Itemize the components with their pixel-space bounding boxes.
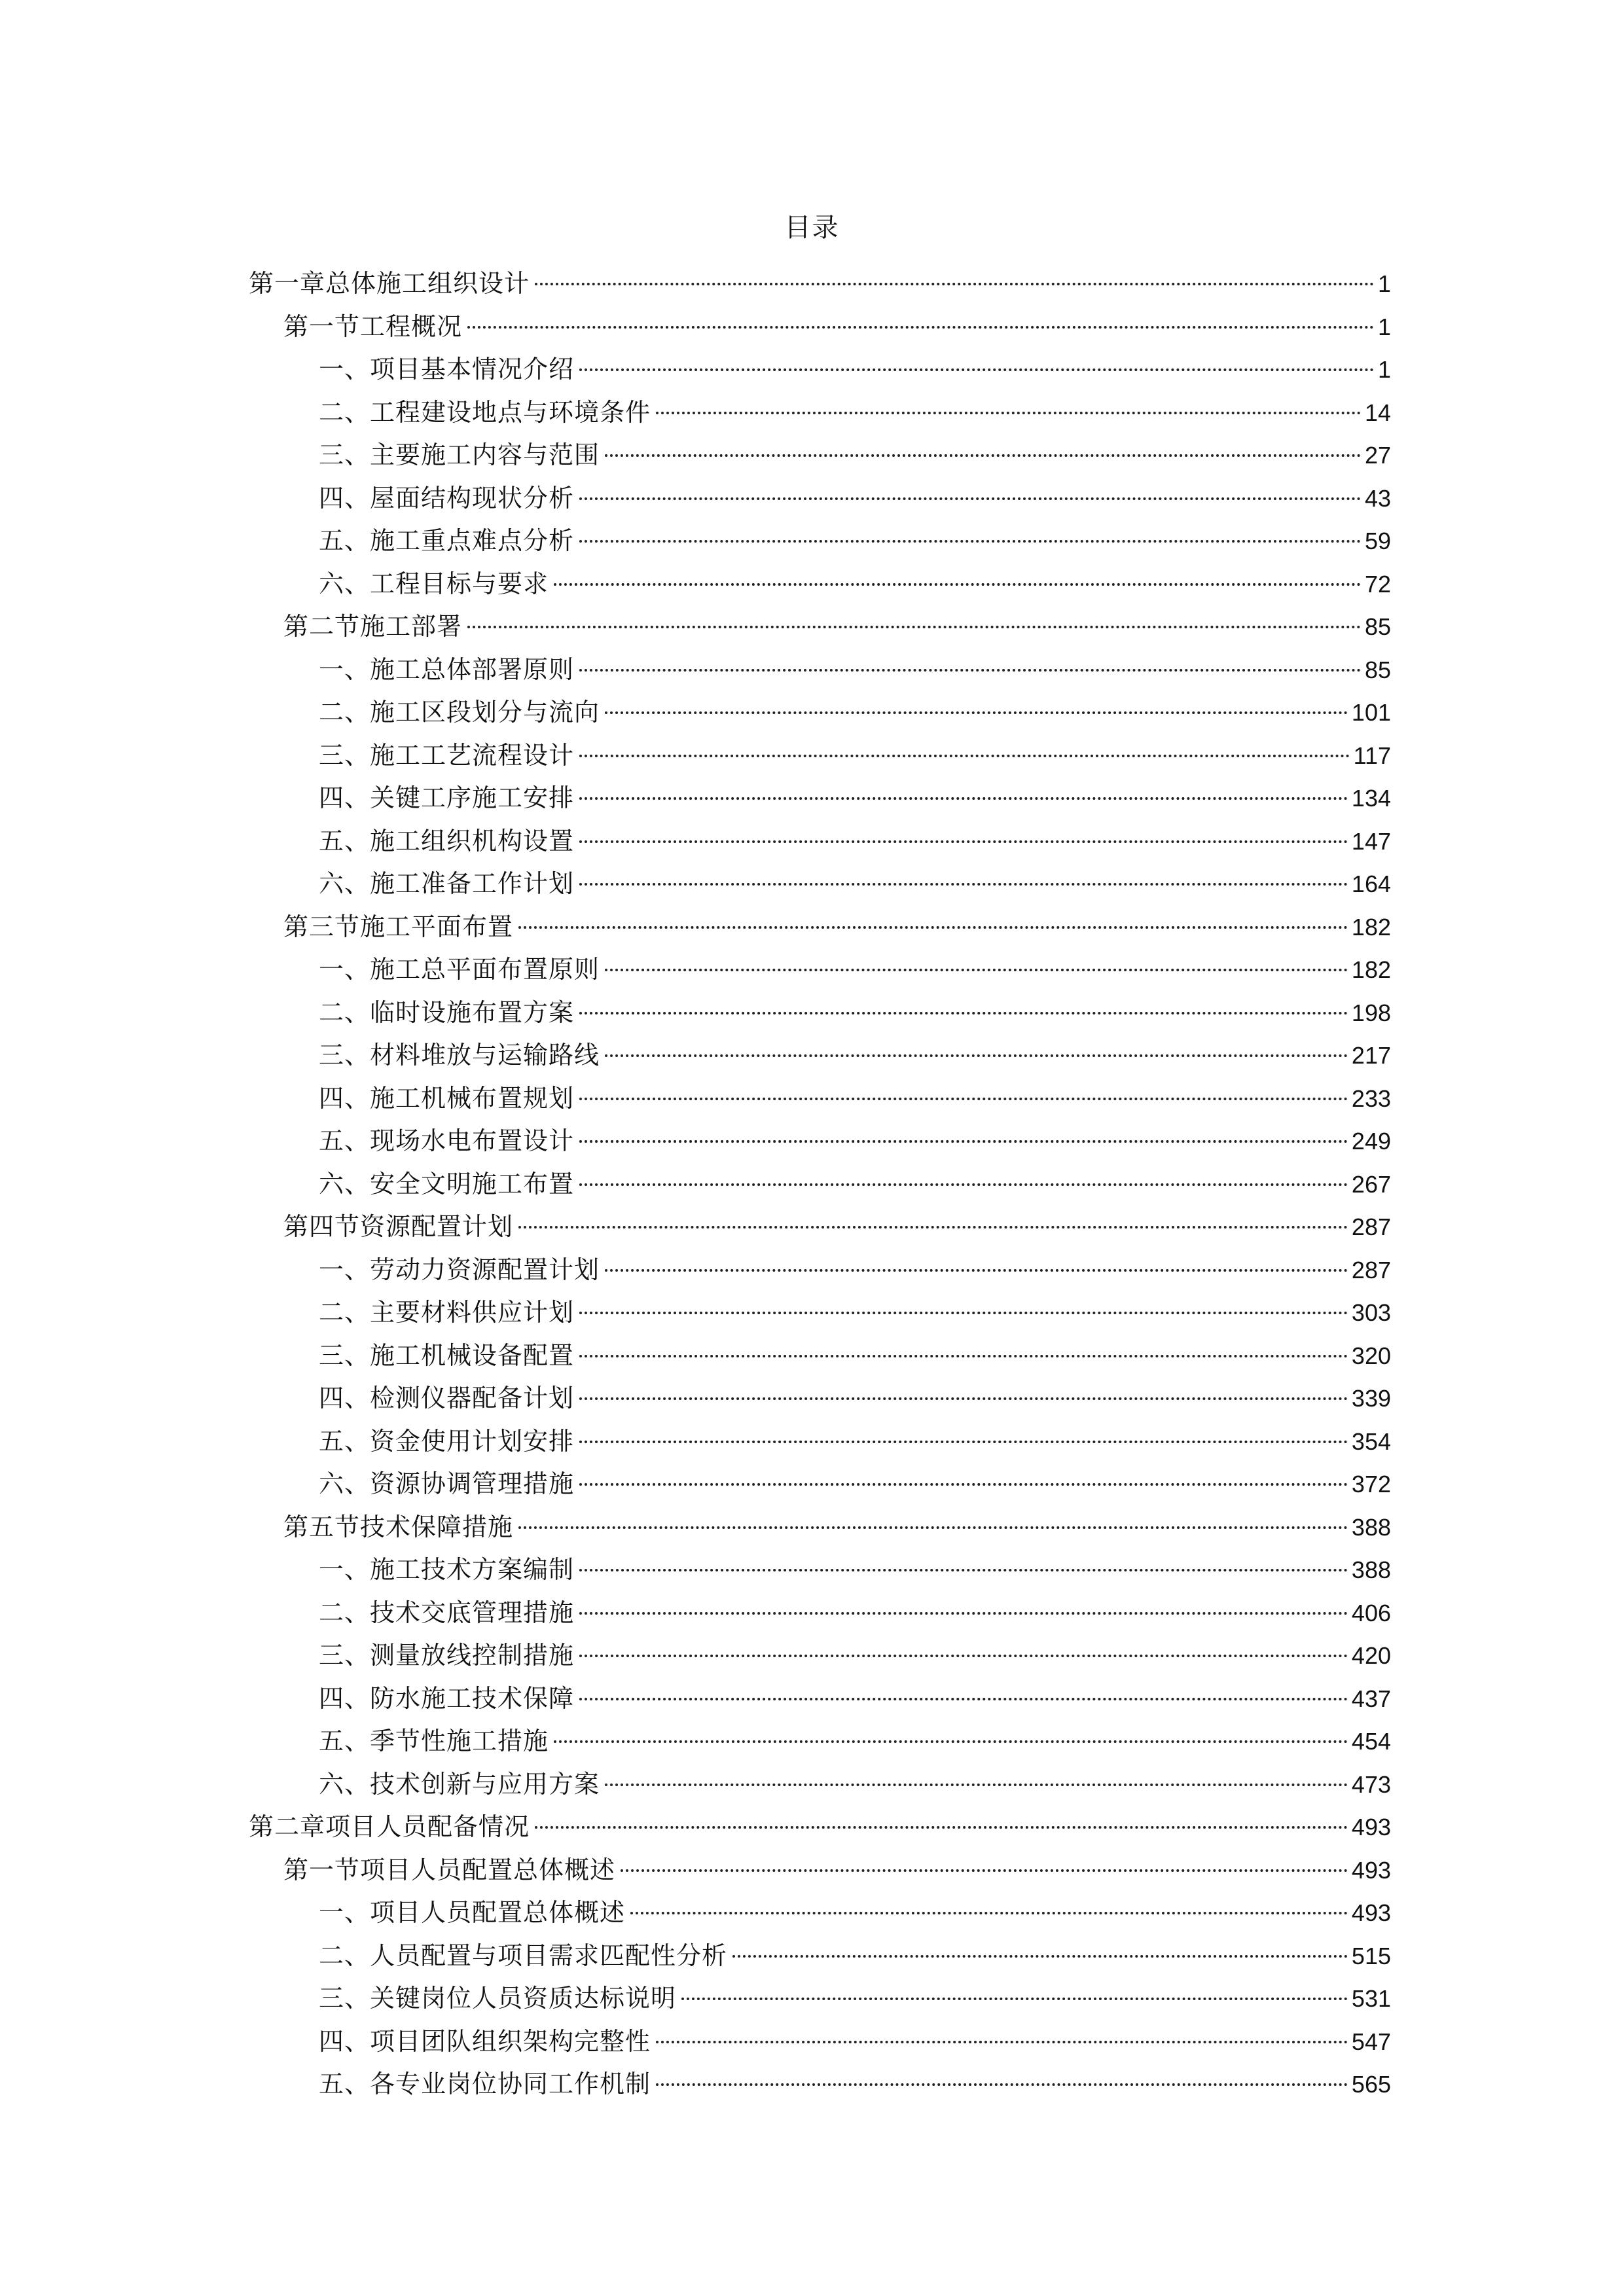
toc-page-number: 437	[1351, 1685, 1391, 1712]
toc-page-number: 303	[1351, 1299, 1391, 1326]
toc-section-entry[interactable]	[249, 906, 1391, 949]
toc-page-number: 14	[1364, 399, 1391, 426]
dot-leader	[579, 1655, 1348, 1657]
toc-entry-title: 三、材料堆放与运输路线	[319, 1041, 600, 1069]
dot-leader	[579, 368, 1374, 371]
toc-section-entry[interactable]	[249, 605, 1391, 649]
toc-entry-title: 五、各专业岗位协同工作机制	[319, 2070, 651, 2098]
dot-leader	[535, 283, 1374, 285]
dot-leader	[605, 1054, 1348, 1057]
toc-entry-title: 一、项目人员配置总体概述	[319, 1898, 626, 1927]
toc-subsection-entry[interactable]	[249, 863, 1391, 906]
toc-subsection-entry[interactable]	[249, 1935, 1391, 1978]
toc-page-number: 267	[1351, 1170, 1391, 1198]
dot-leader	[605, 711, 1348, 714]
toc-subsection-entry[interactable]	[249, 777, 1391, 820]
dot-leader	[732, 1955, 1348, 1958]
toc-entry-title: 第一节工程概况	[283, 312, 463, 341]
toc-page-number: 515	[1351, 1942, 1391, 1969]
toc-entry-title: 一、项目基本情况介绍	[319, 355, 575, 384]
toc-page-number: 59	[1364, 528, 1391, 554]
toc-page-number: 287	[1351, 1213, 1391, 1240]
dot-leader	[579, 1183, 1348, 1186]
toc-subsection-entry[interactable]	[249, 391, 1391, 435]
toc-entry-title: 五、资金使用计划安排	[319, 1426, 575, 1456]
toc-entry-title: 一、劳动力资源配置计划	[319, 1255, 600, 1284]
toc-page-number: 217	[1351, 1042, 1391, 1069]
toc-page-number: 1	[1377, 270, 1391, 297]
dot-leader	[579, 1098, 1348, 1100]
toc-subsection-entry[interactable]	[249, 649, 1391, 692]
toc-entry-title: 六、施工准备工作计划	[319, 869, 575, 898]
toc-page-number: 547	[1351, 2028, 1391, 2055]
toc-entry-title: 四、关键工序施工安排	[319, 783, 575, 812]
toc-subsection-entry[interactable]	[249, 691, 1391, 734]
toc-subsection-entry[interactable]	[249, 1120, 1391, 1163]
toc-entry-title: 第二章项目人员配备情况	[249, 1812, 530, 1841]
toc-entry-title: 二、工程建设地点与环境条件	[319, 397, 651, 427]
toc-subsection-entry[interactable]	[249, 1163, 1391, 1206]
dot-leader	[467, 626, 1361, 628]
dot-leader	[579, 755, 1350, 757]
toc-subsection-entry[interactable]	[249, 434, 1391, 477]
toc-entry-title: 四、防水施工技术保障	[319, 1683, 575, 1713]
dot-leader	[579, 1140, 1348, 1143]
dot-leader	[467, 326, 1374, 329]
dot-leader	[579, 1483, 1348, 1486]
toc-entry-title: 二、临时设施布置方案	[319, 997, 575, 1027]
dot-leader	[579, 1612, 1348, 1615]
dot-leader	[535, 1826, 1348, 1829]
toc-page-number: 565	[1351, 2071, 1391, 2098]
dot-leader	[579, 883, 1348, 886]
dot-leader	[554, 583, 1361, 586]
toc-entry-title: 一、施工总平面布置原则	[319, 955, 600, 984]
toc-page-number: 101	[1351, 699, 1391, 726]
toc-entry-title: 二、施工区段划分与流向	[319, 698, 600, 726]
toc-entry-title: 五、施工组织机构设置	[319, 826, 575, 855]
dot-leader	[579, 1441, 1348, 1443]
table-of-contents	[249, 262, 1391, 2106]
toc-page-number: 493	[1351, 1899, 1391, 1926]
toc-entry-title: 六、资源协调管理措施	[319, 1469, 575, 1498]
toc-entry-title: 二、人员配置与项目需求匹配性分析	[319, 1941, 728, 1970]
toc-page-number: 85	[1364, 656, 1391, 683]
toc-page-number: 27	[1364, 442, 1391, 469]
toc-entry-title: 三、主要施工内容与范围	[319, 440, 600, 469]
toc-subsection-entry[interactable]	[249, 1377, 1391, 1420]
toc-subsection-entry[interactable]	[249, 820, 1391, 863]
toc-page-number: 493	[1351, 1814, 1391, 1840]
toc-subsection-entry[interactable]	[249, 520, 1391, 563]
toc-subsection-entry[interactable]	[249, 1549, 1391, 1592]
toc-subsection-entry[interactable]	[249, 477, 1391, 520]
toc-page-number: 493	[1351, 1856, 1391, 1884]
toc-page-number: 372	[1351, 1471, 1391, 1498]
toc-subsection-entry[interactable]	[249, 1034, 1391, 1077]
toc-entry-title: 一、施工技术方案编制	[319, 1555, 575, 1584]
toc-subsection-entry[interactable]	[249, 1463, 1391, 1506]
toc-entry-title: 四、屋面结构现状分析	[319, 483, 575, 512]
toc-page-number: 198	[1351, 999, 1391, 1026]
toc-entry-title: 第三节施工平面布置	[283, 912, 514, 941]
toc-page-number: 182	[1351, 956, 1391, 983]
toc-page-number: 182	[1351, 913, 1391, 941]
toc-entry-title: 四、施工机械布置规划	[319, 1083, 575, 1113]
dot-leader	[621, 1869, 1348, 1872]
toc-entry-title: 三、测量放线控制措施	[319, 1641, 575, 1670]
toc-subsection-entry[interactable]	[249, 348, 1391, 391]
dot-leader	[579, 540, 1361, 543]
dot-leader	[579, 497, 1361, 500]
toc-entry-title: 第四节资源配置计划	[283, 1212, 514, 1241]
toc-subsection-entry[interactable]	[249, 1335, 1391, 1378]
toc-page-number: 233	[1351, 1085, 1391, 1112]
dot-leader	[579, 840, 1348, 843]
toc-page-number: 287	[1351, 1256, 1391, 1283]
toc-page-number: 134	[1351, 785, 1391, 812]
toc-section-entry[interactable]	[249, 306, 1391, 349]
dot-leader	[681, 1998, 1348, 2000]
toc-page-number: 354	[1351, 1427, 1391, 1455]
dot-leader	[605, 1269, 1348, 1272]
dot-leader	[579, 1569, 1348, 1571]
toc-section-entry[interactable]	[249, 1849, 1391, 1892]
toc-subsection-entry[interactable]	[249, 1592, 1391, 1635]
page-title: 目录	[784, 213, 840, 243]
toc-section-entry[interactable]	[249, 1506, 1391, 1549]
toc-entry-title: 第一章总体施工组织设计	[249, 269, 530, 298]
toc-page-number: 1	[1377, 356, 1391, 383]
toc-page-number: 454	[1351, 1728, 1391, 1755]
toc-subsection-entry[interactable]	[249, 734, 1391, 778]
toc-entry-title: 一、施工总体部署原则	[319, 655, 575, 684]
toc-entry-title: 五、现场水电布置设计	[319, 1126, 575, 1155]
dot-leader	[579, 1012, 1348, 1014]
dot-leader	[554, 1740, 1348, 1743]
toc-subsection-entry[interactable]	[249, 948, 1391, 992]
toc-entry-title: 第一节项目人员配置总体概述	[283, 1855, 616, 1884]
toc-page-number: 420	[1351, 1642, 1391, 1669]
toc-subsection-entry[interactable]	[249, 1763, 1391, 1806]
toc-subsection-entry[interactable]	[249, 2063, 1391, 2106]
toc-entry-title: 六、技术创新与应用方案	[319, 1769, 600, 1799]
dot-leader	[656, 2041, 1348, 2043]
dot-leader	[605, 969, 1348, 971]
toc-subsection-entry[interactable]	[249, 1720, 1391, 1763]
toc-subsection-entry[interactable]	[249, 1291, 1391, 1335]
toc-page-number: 388	[1351, 1556, 1391, 1583]
toc-section-entry[interactable]	[249, 1206, 1391, 1249]
toc-subsection-entry[interactable]	[249, 563, 1391, 606]
toc-page-number: 406	[1351, 1599, 1391, 1626]
toc-page-number: 43	[1364, 484, 1391, 512]
toc-entry-title: 二、技术交底管理措施	[319, 1598, 575, 1627]
toc-subsection-entry[interactable]	[249, 1077, 1391, 1121]
dot-leader	[656, 412, 1361, 414]
toc-page-number: 249	[1351, 1128, 1391, 1155]
dot-leader	[518, 926, 1348, 929]
toc-subsection-entry[interactable]	[249, 992, 1391, 1035]
dot-leader	[605, 1784, 1348, 1786]
toc-entry-title: 五、施工重点难点分析	[319, 526, 575, 555]
toc-subsection-entry[interactable]	[249, 1249, 1391, 1292]
toc-entry-title: 四、检测仪器配备计划	[319, 1384, 575, 1412]
toc-subsection-entry[interactable]	[249, 1892, 1391, 1935]
toc-entry-title: 三、施工工艺流程设计	[319, 740, 575, 770]
dot-leader	[579, 1355, 1348, 1357]
dot-leader	[579, 1312, 1348, 1314]
dot-leader	[518, 1526, 1348, 1529]
toc-page-number: 147	[1351, 827, 1391, 855]
toc-entry-title: 六、安全文明施工布置	[319, 1169, 575, 1198]
toc-entry-title: 六、工程目标与要求	[319, 569, 549, 598]
toc-entry-title: 二、主要材料供应计划	[319, 1298, 575, 1327]
toc-subsection-entry[interactable]	[249, 1977, 1391, 2020]
toc-page-number: 388	[1351, 1513, 1391, 1541]
dot-leader	[579, 1397, 1348, 1400]
toc-subsection-entry[interactable]	[249, 1677, 1391, 1721]
toc-subsection-entry[interactable]	[249, 1420, 1391, 1463]
toc-entry-title: 四、项目团队组织架构完整性	[319, 2026, 651, 2056]
dot-leader	[518, 1226, 1348, 1229]
toc-entry-title: 三、施工机械设备配置	[319, 1340, 575, 1370]
dot-leader	[630, 1912, 1348, 1914]
toc-subsection-entry[interactable]	[249, 2020, 1391, 2064]
toc-chapter-entry[interactable]	[249, 262, 1391, 306]
toc-page-number: 1	[1377, 313, 1391, 340]
toc-page-number: 85	[1364, 613, 1391, 640]
dot-leader	[605, 454, 1361, 457]
dot-leader	[579, 1698, 1348, 1700]
toc-entry-title: 第二节施工部署	[283, 612, 463, 641]
toc-page-number: 339	[1351, 1385, 1391, 1412]
toc-chapter-entry[interactable]	[249, 1806, 1391, 1849]
toc-page-number: 531	[1351, 1985, 1391, 2012]
dot-leader	[579, 797, 1348, 800]
toc-entry-title: 五、季节性施工措施	[319, 1727, 549, 1755]
toc-page-number: 117	[1353, 742, 1391, 769]
toc-page-number: 473	[1351, 1770, 1391, 1798]
toc-entry-title: 三、关键岗位人员资质达标说明	[319, 1984, 677, 2013]
toc-page-number: 72	[1364, 570, 1391, 598]
toc-page-number: 320	[1351, 1342, 1391, 1369]
toc-entry-title: 第五节技术保障措施	[283, 1512, 514, 1541]
dot-leader	[579, 669, 1361, 672]
toc-page-number: 164	[1351, 870, 1391, 897]
toc-subsection-entry[interactable]	[249, 1634, 1391, 1677]
dot-leader	[656, 2083, 1348, 2086]
